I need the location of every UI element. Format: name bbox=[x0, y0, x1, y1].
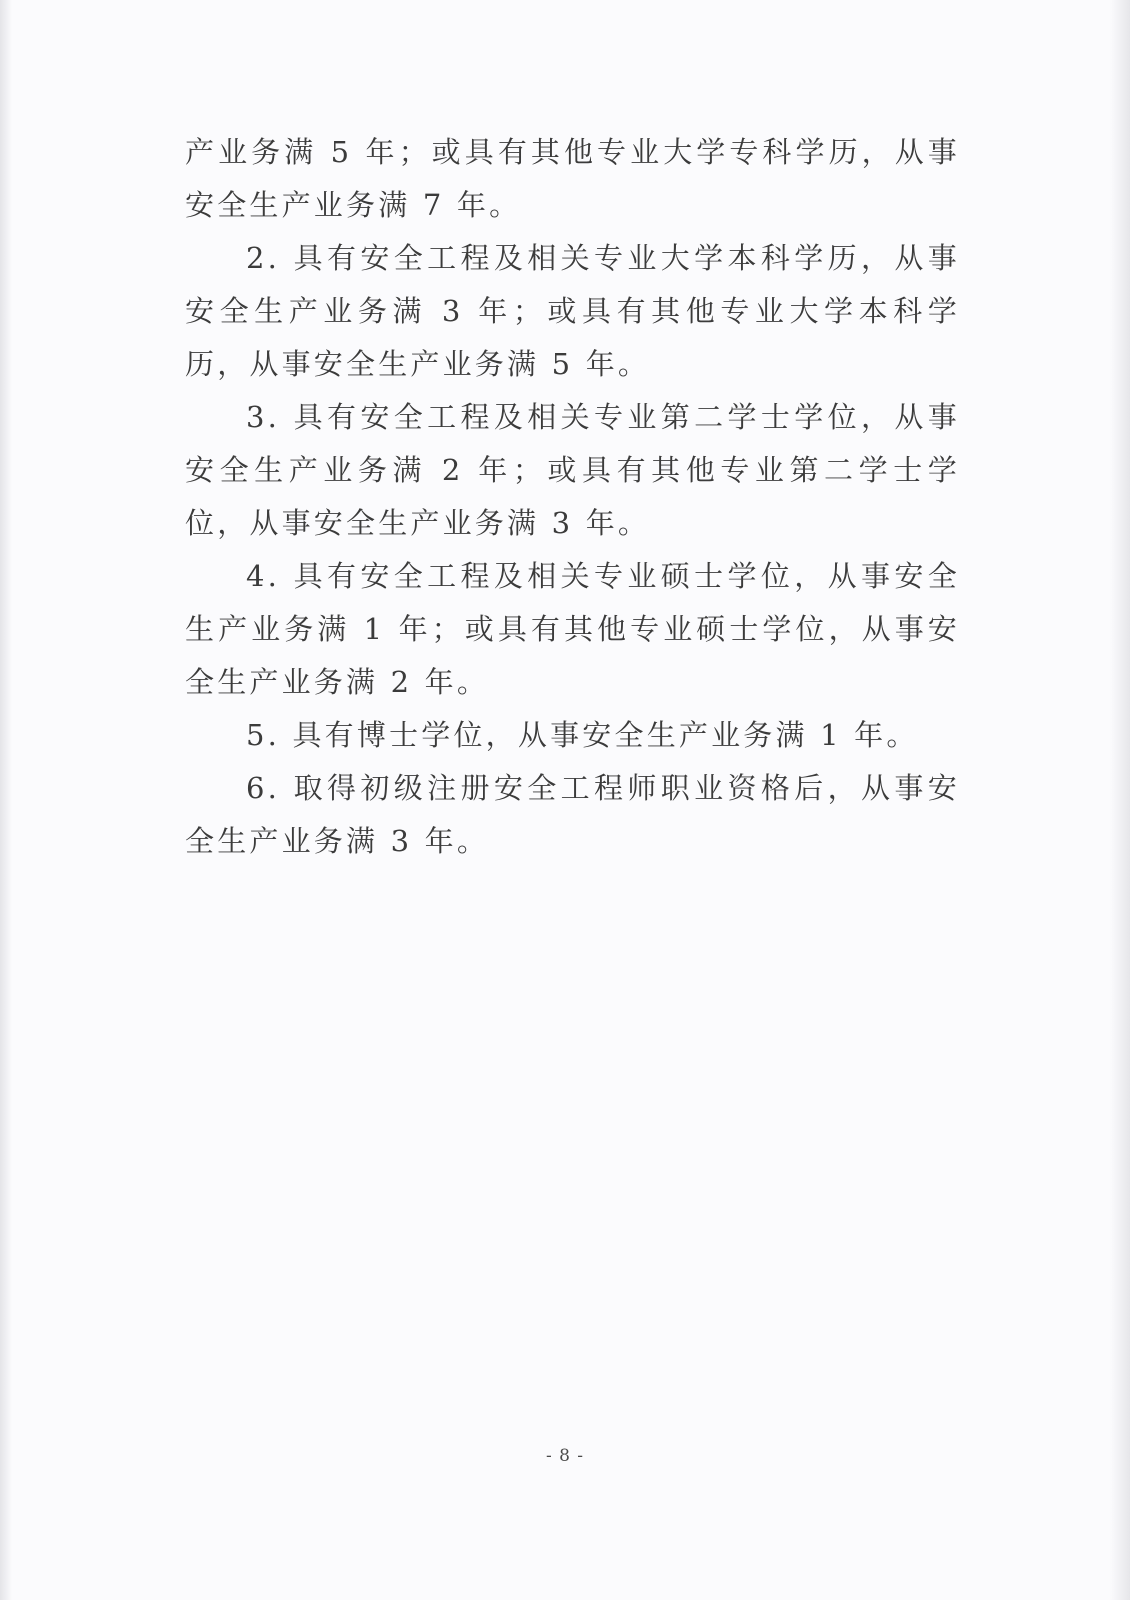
page-edge-right bbox=[1110, 0, 1130, 1600]
paragraph-item-3: 3. 具有安全工程及相关专业第二学士学位，从事安全生产业务满 2 年；或具有其他专业第二学士学位，从事安全生产业务满 3 年。 bbox=[185, 400, 960, 540]
page-edge-left bbox=[0, 0, 12, 1600]
paragraph-item-2: 2. 具有安全工程及相关专业大学本科学历，从事安全生产业务满 3 年；或具有其他专业大学本科学历，从事安全生产业务满 5 年。 bbox=[185, 241, 960, 381]
page-number: - 8 - bbox=[545, 1446, 585, 1466]
paragraph-item-6: 6. 取得初级注册安全工程师职业资格后，从事安全生产业务满 3 年。 bbox=[185, 771, 960, 858]
body-text bbox=[185, 126, 960, 868]
paragraph-continuation: 产业务满 5 年；或具有其他专业大学专科学历，从事安全生产业务满 7 年。 bbox=[185, 135, 960, 222]
paragraph-item-5: 5. 具有博士学位，从事安全生产业务满 1 年。 bbox=[246, 718, 919, 752]
paragraph-item-4: 4. 具有安全工程及相关专业硕士学位，从事安全生产业务满 1 年；或具有其他专业硕士学位，从事安全生产业务满 2 年。 bbox=[185, 559, 960, 699]
